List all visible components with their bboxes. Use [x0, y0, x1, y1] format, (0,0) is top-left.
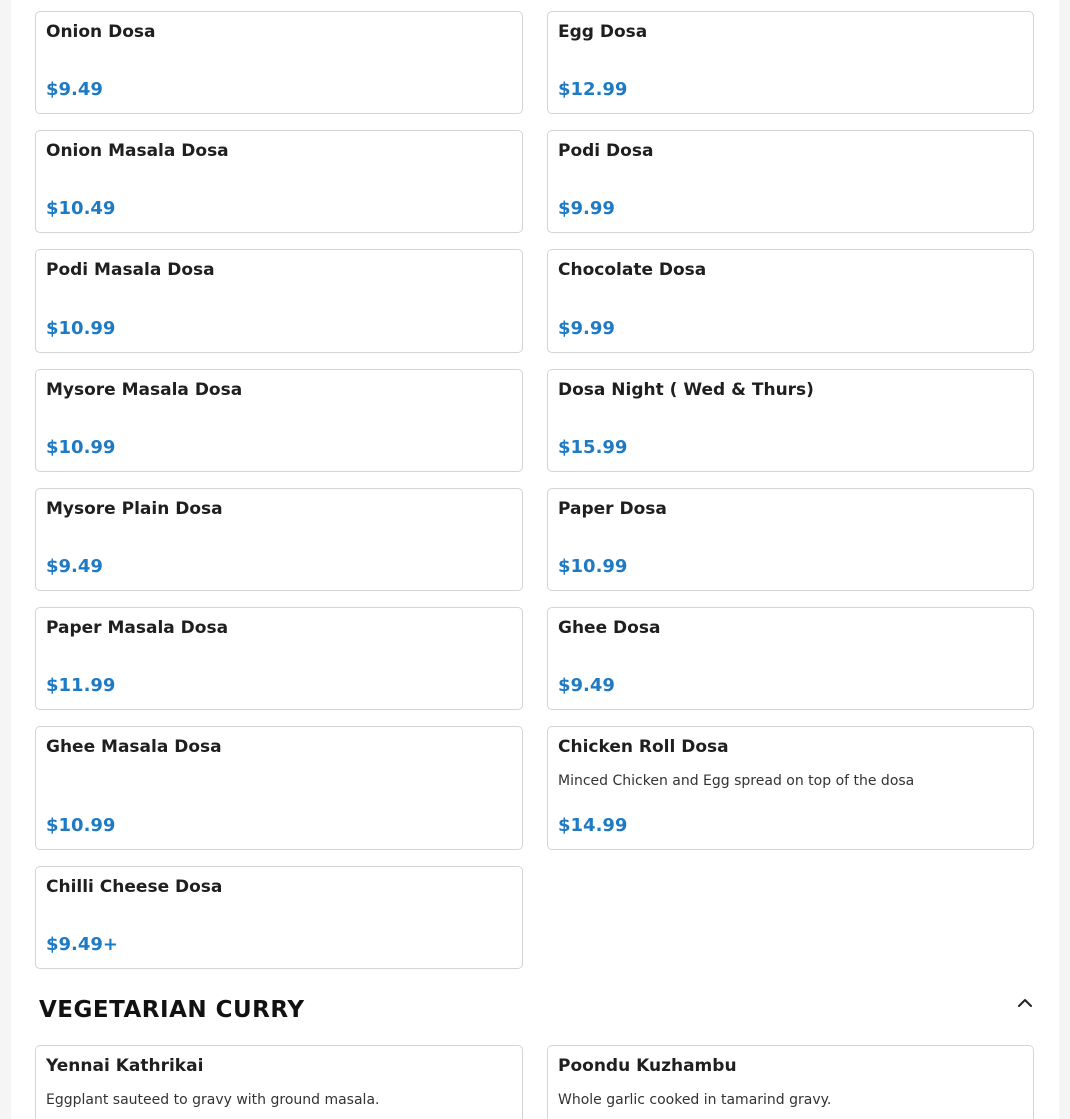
chevron-up-icon: [1016, 994, 1034, 1012]
menu-item-card[interactable]: [547, 488, 1034, 591]
menu-item-name: Onion Masala Dosa: [46, 141, 229, 161]
menu-item-name: Chicken Roll Dosa: [558, 737, 729, 757]
menu-item-price: $10.99: [46, 437, 116, 458]
menu-item-name: Paper Masala Dosa: [46, 618, 229, 638]
menu-item-price: $9.49: [558, 675, 615, 696]
menu-item-name: Chocolate Dosa: [558, 260, 707, 280]
menu-item-name: Podi Masala Dosa: [46, 260, 215, 280]
menu-item-name: Egg Dosa: [558, 22, 648, 42]
menu-item-card[interactable]: [35, 488, 523, 591]
menu-item-price: $10.99: [46, 815, 116, 836]
menu-item-price: $11.99: [46, 675, 116, 696]
section-title-vegetarian-curry: VEGETARIAN CURRY: [39, 997, 305, 1023]
menu-item-name: Chilli Cheese Dosa: [46, 877, 223, 897]
menu-item-card[interactable]: [35, 726, 523, 850]
menu-item-name: Ghee Dosa: [558, 618, 661, 638]
menu-item-price: $10.99: [46, 318, 116, 339]
menu-item-card[interactable]: [35, 1045, 523, 1119]
menu-item-name: Mysore Plain Dosa: [46, 499, 223, 519]
menu-item-price: $15.99: [558, 437, 628, 458]
menu-item-price: $12.99: [558, 79, 628, 100]
menu-item-card[interactable]: [35, 249, 523, 353]
menu-page: [11, 0, 1059, 1119]
menu-item-name: Dosa Night ( Wed & Thurs): [558, 380, 814, 400]
menu-item-name: Podi Dosa: [558, 141, 654, 161]
menu-item-description: Eggplant sauteed to gravy with ground masala.: [46, 1092, 380, 1108]
menu-item-price: $9.49: [46, 556, 103, 577]
menu-item-card[interactable]: [547, 130, 1034, 233]
menu-item-card[interactable]: [547, 1045, 1034, 1119]
menu-item-price: $14.99: [558, 815, 628, 836]
menu-item-name: Poondu Kuzhambu: [558, 1056, 737, 1076]
menu-item-name: Ghee Masala Dosa: [46, 737, 222, 757]
menu-item-card[interactable]: [35, 130, 523, 233]
menu-item-price: $10.99: [558, 556, 628, 577]
menu-item-name: Paper Dosa: [558, 499, 667, 519]
menu-item-card[interactable]: [547, 11, 1034, 114]
menu-item-card[interactable]: [547, 369, 1034, 472]
menu-item-card[interactable]: [35, 369, 523, 472]
menu-item-description: Whole garlic cooked in tamarind gravy.: [558, 1092, 832, 1108]
menu-item-name: Mysore Masala Dosa: [46, 380, 243, 400]
menu-item-price: $9.49+: [46, 934, 119, 955]
menu-item-name: Yennai Kathrikai: [46, 1056, 204, 1076]
menu-item-card[interactable]: [35, 866, 523, 969]
menu-item-card[interactable]: [35, 607, 523, 710]
menu-item-card[interactable]: [547, 607, 1034, 710]
menu-item-card[interactable]: [547, 249, 1034, 353]
menu-item-card[interactable]: [547, 726, 1034, 850]
menu-item-name: Onion Dosa: [46, 22, 156, 42]
menu-item-card[interactable]: [35, 11, 523, 114]
menu-item-description: Minced Chicken and Egg spread on top of the dosa: [558, 773, 915, 789]
menu-item-price: $9.99: [558, 198, 615, 219]
menu-item-price: $9.99: [558, 318, 615, 339]
menu-item-price: $10.49: [46, 198, 116, 219]
collapse-section-button[interactable]: [1013, 991, 1037, 1015]
menu-item-price: $9.49: [46, 79, 103, 100]
